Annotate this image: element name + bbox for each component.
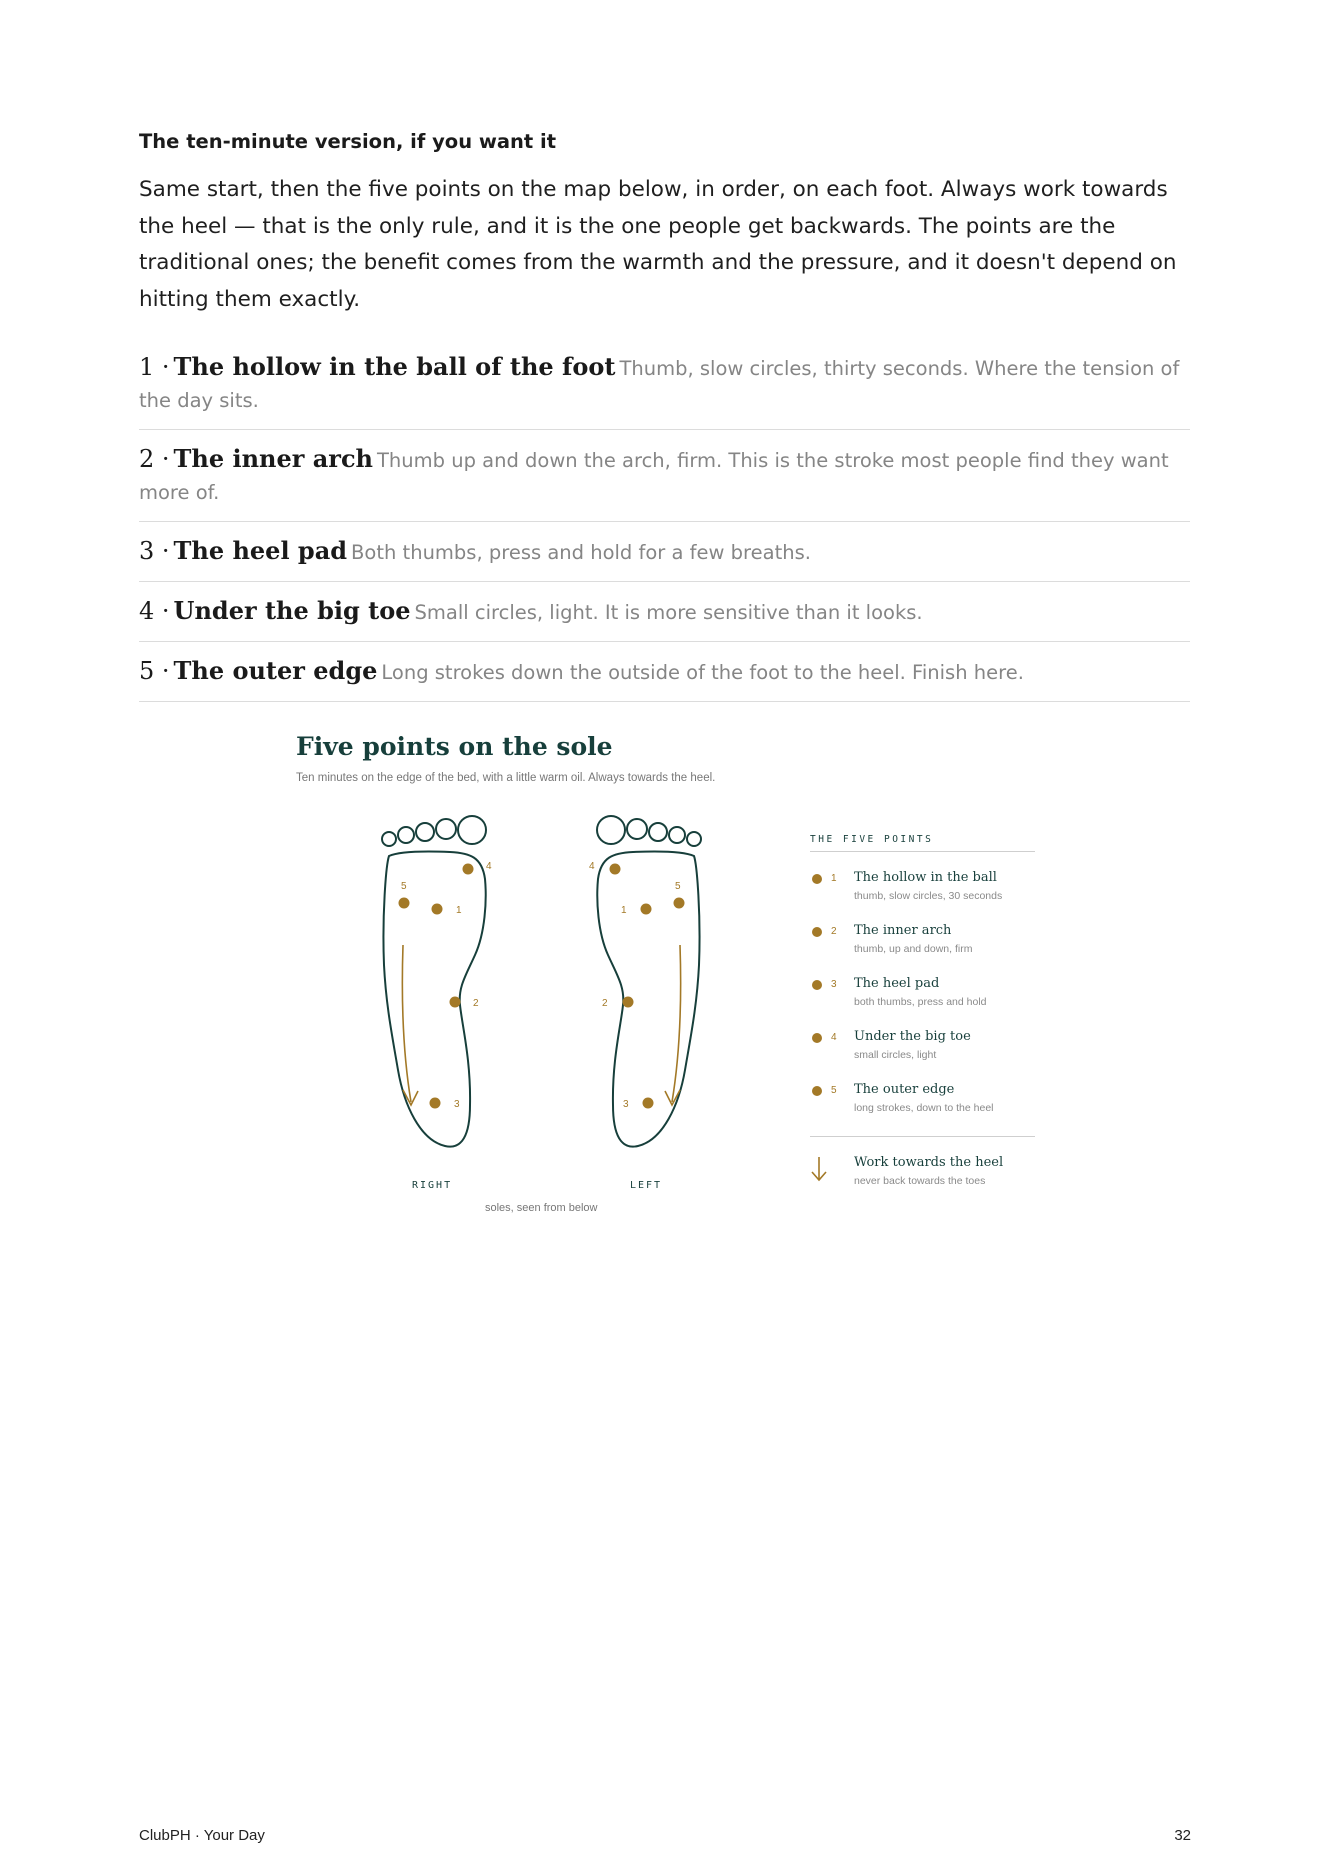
left-point-2 [623,997,634,1008]
page-number: 32 [1174,1827,1191,1844]
legend-dot [812,1033,822,1043]
right-point-label-5: 5 [401,881,407,892]
right-point-label-3: 3 [454,1099,460,1110]
left-foot-label: LEFT [630,1180,663,1191]
step-item [139,656,1190,702]
right-point-1 [432,904,443,915]
legend-dot [812,1086,822,1096]
step-number: 3 · [139,537,170,565]
right-toe-5 [382,832,396,846]
step-item [139,444,1190,522]
left-toe-2 [627,819,647,839]
step-item [139,596,1190,642]
right-point-label-1: 1 [456,905,462,916]
legend-item [810,976,1035,1029]
step-title: Under the big toe [173,596,411,625]
left-point-4 [610,864,621,875]
direction-note [810,1155,1035,1215]
left-point-label-2: 2 [602,998,608,1009]
right-point-4 [463,864,474,875]
legend-item [810,870,1035,923]
right-point-3 [430,1098,441,1109]
left-point-label-1: 1 [621,905,627,916]
left-point-3 [643,1098,654,1109]
left-toe-5 [687,832,701,846]
right-heel-arrow [402,945,418,1105]
right-toe-3 [416,823,434,841]
right-point-2 [450,997,461,1008]
right-toe-1 [458,816,486,844]
step-number: 1 · [139,353,170,381]
legend-description: long strokes, down to the heel [854,1102,994,1114]
right-point-label-4: 4 [486,861,492,872]
legend-dot [812,927,822,937]
left-point-labels [589,861,681,1110]
legend-description: both thumbs, press and hold [854,996,987,1008]
legend-dot [812,874,822,884]
left-point-5 [674,898,685,909]
left-toe-1 [597,816,625,844]
direction-description: never back towards the toes [854,1175,986,1187]
legend-description: thumb, up and down, firm [854,943,973,955]
feet-caption: soles, seen from below [485,1202,598,1214]
left-heel-arrow [665,945,681,1105]
legend-title: The inner arch [854,923,952,938]
step-title: The heel pad [173,536,348,565]
step-description: Long strokes down the outside of the foot to the heel. Finish here. [381,661,1024,684]
step-title: The outer edge [173,656,378,685]
points-legend [810,834,1035,1215]
right-toe-2 [436,819,456,839]
left-point-label-3: 3 [623,1099,629,1110]
legend-description: small circles, light [854,1049,937,1061]
step-number: 2 · [139,445,170,473]
feet-diagram [360,805,720,1165]
step-number: 4 · [139,597,170,625]
legend-description: thumb, slow circles, 30 seconds [854,890,1003,902]
right-point-label-2: 2 [473,998,479,1009]
legend-number: 1 [831,873,837,884]
left-toe-4 [669,827,685,843]
legend-title: Under the big toe [854,1029,971,1044]
step-description: Small circles, light. It is more sensitive than it looks. [414,601,923,624]
legend-number: 3 [831,979,837,990]
left-point-1 [641,904,652,915]
right-point-labels [401,861,492,1110]
figure-title: Five points on the sole [296,732,613,761]
legend-title: The heel pad [854,976,940,991]
left-toe-3 [649,823,667,841]
down-arrow-icon [810,1155,828,1183]
legend-list [810,870,1035,1135]
step-description: Thumb up and down the arch, firm. This is the stroke most people find they want more of. [139,449,1169,504]
step-description: Thumb, slow circles, thirty seconds. Where the tension of the day sits. [139,357,1180,412]
left-point-label-4: 4 [589,861,595,872]
step-item [139,352,1190,430]
right-point-5 [399,898,410,909]
legend-number: 5 [831,1085,837,1096]
legend-dot [812,980,822,990]
legend-title: The outer edge [854,1082,955,1097]
legend-number: 4 [831,1032,837,1043]
section-heading: The ten-minute version, if you want it [139,130,557,153]
legend-item [810,923,1035,976]
step-number: 5 · [139,657,170,685]
legend-number: 2 [831,926,837,937]
direction-title: Work towards the heel [854,1155,1004,1170]
figure-subtitle: Ten minutes on the edge of the bed, with a little warm oil. Always towards the heel. [296,772,716,784]
legend-item [810,1082,1035,1135]
left-point-label-5: 5 [675,881,681,892]
step-list [139,352,1190,716]
right-foot-label: RIGHT [412,1180,453,1191]
footer-publication: ClubPH · Your Day [139,1827,265,1844]
legend-divider [810,1136,1035,1137]
step-description: Both thumbs, press and hold for a few breaths. [351,541,811,564]
legend-title: The hollow in the ball [854,870,997,885]
legend-item [810,1029,1035,1082]
step-title: The hollow in the ball of the foot [173,352,616,381]
legend-heading: THE FIVE POINTS [810,834,1035,852]
intro-paragraph: Same start, then the five points on the map below, in order, on each foot. Always work towards the heel — that is the only rule, and it is the one people get backwards. The points are the traditional ones; the benefit comes from the warmth and the pressure, and it doesn't depend on hitting them exactly. [139,177,1177,312]
step-item [139,536,1190,582]
step-title: The inner arch [173,444,374,473]
right-toe-4 [398,827,414,843]
